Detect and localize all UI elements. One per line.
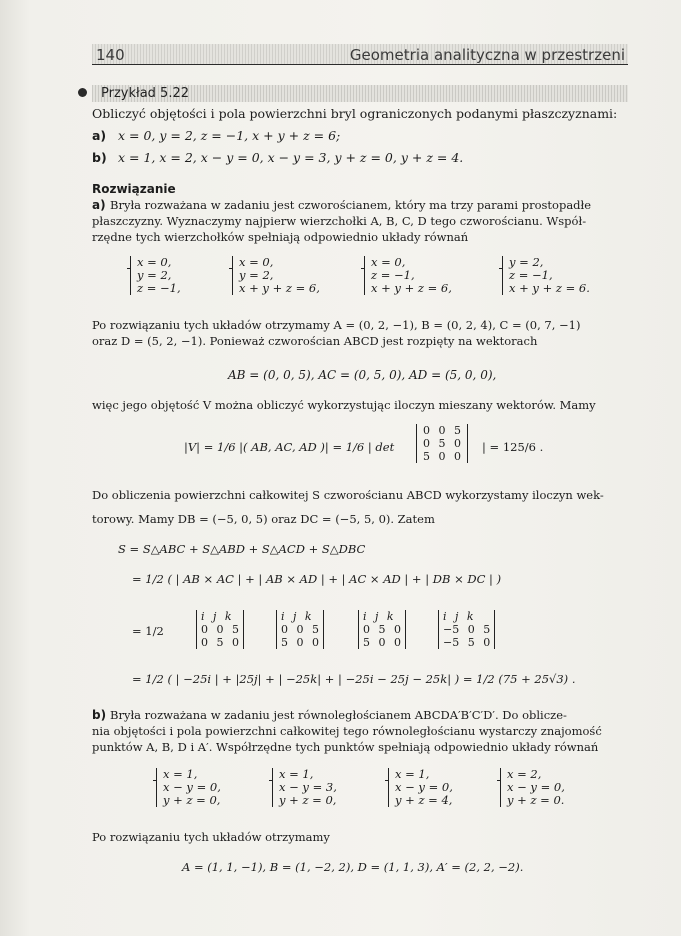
volume-intro: więc jego objętość V można obliczyć wykorzystując iloczyn mieszany wektorów. Mamy	[92, 398, 596, 412]
system-a1: x = 0, y = 2, z = −1,	[130, 256, 181, 295]
solution-a-label: a)	[92, 198, 106, 212]
surface-cross-line: = 1/2 ( | AB × AC | + | AB × AD | + | AC × AD | + | DB × DC | )	[132, 572, 502, 586]
solution-a-line1: Bryła rozważana w zadaniu jest czworościanem, który ma trzy parami prostopadłe	[110, 198, 592, 212]
cross-matrix-3: i j k 0 5 0 5 0 0	[358, 610, 406, 649]
volume-lhs: |V| = 1/6 |( AB, AC, AD )| = 1/6 | det	[184, 440, 395, 454]
surface-result: = 1/2 ( | −25i | + |25j| + | −25k| + | −25i − 25j − 25k| ) = 1/2 (75 + 25√3) .	[132, 672, 576, 686]
b-points: A = (1, 1, −1), B = (1, −2, 2), D = (1, 1, 3), A′ = (2, 2, −2).	[182, 860, 524, 874]
system-a2: x = 0, y = 2, x + y + z = 6,	[232, 256, 320, 295]
surface-line2: torowy. Mamy DB = (−5, 0, 5) oraz DC = (−5, 5, 0). Zatem	[92, 512, 435, 526]
cross-matrix-1: i j k 0 0 5 0 5 0	[196, 610, 244, 649]
chapter-title: Geometria analityczna w przestrzeni	[349, 46, 625, 64]
system-b3: x = 1, x − y = 0, y + z = 4,	[388, 768, 453, 807]
cross-matrix-2: i j k 0 0 5 5 0 0	[276, 610, 324, 649]
part-a-equations: x = 0, y = 2, z = −1, x + y + z = 6;	[118, 128, 341, 143]
solution-b-line1: Bryła rozważana w zadaniu jest równoległościanem ABCDA′B′C′D′. Do oblicze-	[110, 708, 567, 722]
surface-det-prefix: = 1/2	[132, 624, 164, 638]
after-systems-line1: Po rozwiązaniu tych układów otrzymamy A = (0, 2, −1), B = (0, 2, 4), C = (0, 7, −1)	[92, 318, 581, 332]
system-b1: x = 1, x − y = 0, y + z = 0,	[156, 768, 221, 807]
system-b4: x = 2, x − y = 0, y + z = 0.	[500, 768, 565, 807]
system-b2: x = 1, x − y = 3, y + z = 0,	[272, 768, 337, 807]
solution-a-line3: rzędne tych wierzchołków spełniają odpowiednio układy równań	[92, 230, 469, 244]
part-b-label: b)	[92, 150, 107, 165]
surface-sum-line: S = S△ABC + S△ABD + S△ACD + S△DBC	[118, 542, 366, 556]
part-b-equations: x = 1, x = 2, x − y = 0, x − y = 3, y + z = 0, y + z = 4.	[118, 150, 464, 165]
solution-b-label: b)	[92, 708, 107, 722]
surface-line1: Do obliczenia powierzchni całkowitej S czworościanu ABCD wykorzystamy iloczyn wek-	[92, 488, 604, 502]
part-a-label: a)	[92, 128, 107, 143]
system-a4: y = 2, z = −1, x + y + z = 6.	[502, 256, 590, 295]
page-number: 140	[96, 46, 125, 64]
task-text: Obliczyć objętości i pola powierzchni bryl ograniczonych podanymi płaszczyznami:	[92, 106, 618, 121]
solution-a-line2: płaszczyzny. Wyznaczymy najpierw wierzchołki A, B, C, D tego czworościanu. Współ-	[92, 214, 587, 228]
cross-matrix-4: i j k −5 0 5 −5 5 0	[438, 610, 495, 649]
bullet-dot-icon	[78, 88, 87, 97]
solution-heading: Rozwiązanie	[92, 182, 176, 196]
solution-b-line3: punktów A, B, D i A′. Współrzędne tych punktów spełniają odpowiednio układy równań	[92, 740, 599, 754]
volume-matrix: 0 0 5 0 5 0 5 0 0	[416, 424, 468, 463]
example-label: Przykład 5.22	[101, 86, 189, 101]
b-after-systems: Po rozwiązaniu tych układów otrzymamy	[92, 830, 330, 844]
system-a3: x = 0, z = −1, x + y + z = 6,	[364, 256, 452, 295]
solution-b-line2: nia objętości i pola powierzchni całkowitej tego równoległościanu wystarczy znajomość	[92, 724, 602, 738]
after-systems-line2: oraz D = (5, 2, −1). Ponieważ czworościan ABCD jest rozpięty na wektorach	[92, 334, 538, 348]
vectors-line: AB = (0, 0, 5), AC = (0, 5, 0), AD = (5, 0, 0),	[228, 368, 497, 382]
volume-rhs: | = 125/6 .	[482, 440, 544, 454]
